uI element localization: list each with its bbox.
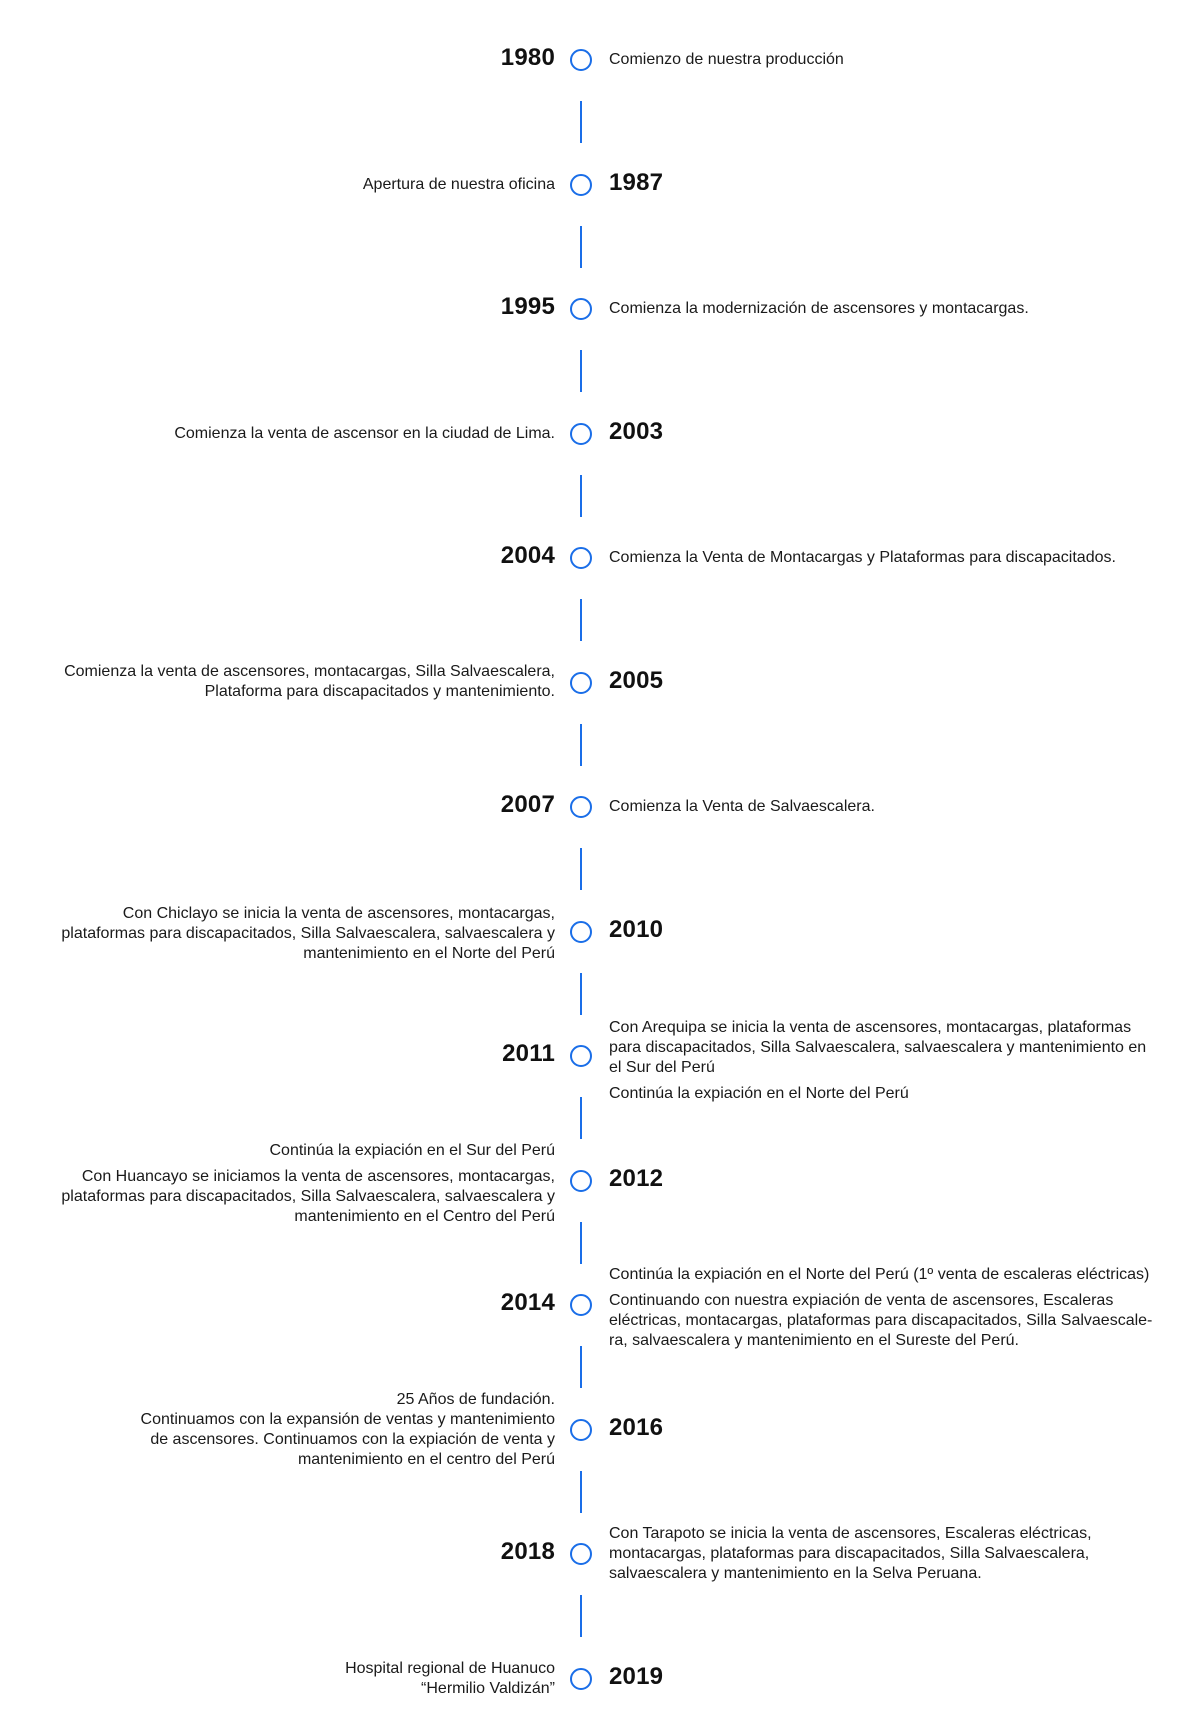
timeline-connector-line — [580, 848, 582, 890]
timeline-entry-2014 — [0, 1266, 1200, 1349]
timeline-description-text: Continúa la expiación en el Norte del Perú — [609, 1085, 909, 1102]
timeline-description-text: Continúa la expiación en el Sur del Perú — [269, 1142, 555, 1159]
timeline-entry-2018 — [0, 1525, 1200, 1582]
timeline-connector-line — [580, 1346, 582, 1388]
timeline-description — [0, 904, 555, 964]
timeline-description — [0, 1390, 555, 1470]
timeline-year: 2010 — [609, 916, 664, 943]
timeline-description-text: Con Arequipa se inicia la venta de ascensores, montacargas, plataformas para discapacitados, Silla Salvaescalera, salvaescalera y mantenimiento en el Sur del Perú — [609, 1019, 1147, 1076]
timeline-node-icon — [570, 1543, 592, 1565]
timeline-year: 1987 — [609, 169, 664, 196]
timeline-description-text: Comienzo de nuestra producción — [609, 51, 844, 68]
timeline-description — [609, 299, 1169, 319]
timeline-node-icon — [570, 672, 592, 694]
timeline-description-text: Continúa la expiación en el Norte del Perú (1º venta de escaleras eléctricas) — [609, 1266, 1150, 1283]
timeline-connector-line — [580, 1471, 582, 1513]
timeline-description — [609, 1018, 1169, 1104]
timeline-description-text: Comienza la Venta de Salvaescalera. — [609, 798, 875, 815]
timeline-description-text: Con Huancayo se iniciamos la venta de ascensores, montacargas, plataformas para discapacitados, Silla Salvaescalera, salvaescalera y mantenimiento en el Centro del Perú — [61, 1168, 555, 1225]
timeline-connector-line — [580, 724, 582, 766]
timeline-description — [609, 1265, 1169, 1351]
timeline-description-text: Comienza la Venta de Montacargas y Plataformas para discapacitados. — [609, 549, 1116, 566]
timeline-entry-2007 — [0, 791, 1200, 818]
timeline-year: 2007 — [500, 791, 555, 818]
timeline-description — [0, 175, 555, 195]
timeline-year: 2005 — [609, 667, 664, 694]
timeline-year: 2019 — [609, 1663, 664, 1690]
timeline-entry-2010 — [0, 905, 1200, 962]
timeline-node-icon — [570, 796, 592, 818]
timeline-description-text: Apertura de nuestra oficina — [362, 176, 555, 193]
timeline-node-icon — [570, 1294, 592, 1316]
timeline-description-text: Hospital regional de Huanuco “Hermilio Valdizán” — [345, 1660, 555, 1697]
timeline-node-icon — [570, 1045, 592, 1067]
timeline-year: 2016 — [609, 1414, 664, 1441]
timeline-entry-2005 — [0, 663, 1200, 700]
timeline-connector-line — [580, 350, 582, 392]
timeline-entry-1980 — [0, 44, 1200, 71]
timeline-connector-line — [580, 1097, 582, 1139]
timeline-connector-line — [580, 226, 582, 268]
timeline-year: 2012 — [609, 1165, 664, 1192]
timeline-node-icon — [570, 547, 592, 569]
timeline-entry-1987 — [0, 169, 1200, 196]
timeline-description-text: Comienza la venta de ascensores, montacargas, Silla Salvaescalera, Plataforma para discapacitados y mantenimiento. — [64, 663, 555, 700]
timeline-description — [0, 1659, 555, 1699]
timeline-connector-line — [580, 599, 582, 641]
timeline-entry-2011 — [0, 1019, 1200, 1102]
timeline-connector-line — [580, 1222, 582, 1264]
timeline-node-icon — [570, 921, 592, 943]
timeline-node-icon — [570, 174, 592, 196]
timeline-entry-2004 — [0, 542, 1200, 569]
timeline-connector-line — [580, 475, 582, 517]
timeline-node-icon — [570, 298, 592, 320]
timeline-description-text: Con Tarapoto se inicia la venta de ascensores, Escaleras eléctricas, montacargas, plataformas para discapacitados, Silla Salvaescalera, salvaescalera y mantenimiento en la Selva Peruana. — [609, 1525, 1092, 1582]
timeline-description — [0, 424, 555, 444]
timeline-entry-2019 — [0, 1660, 1200, 1697]
timeline-description — [609, 1524, 1169, 1584]
timeline-year: 2011 — [502, 1040, 555, 1067]
timeline-description-text: Comienza la modernización de ascensores y montacargas. — [609, 300, 1029, 317]
timeline-node-icon — [570, 1419, 592, 1441]
timeline-description-text: 25 Años de fundación. Continuamos con la expansión de ventas y mantenimiento de ascensores. Continuamos con la expiación de venta y mantenimiento en el centro del Perú — [140, 1391, 555, 1468]
timeline-connector-line — [580, 973, 582, 1015]
timeline-description-text: Comienza la venta de ascensor en la ciudad de Lima. — [174, 425, 555, 442]
timeline-year: 2004 — [500, 542, 555, 569]
timeline-year: 2003 — [609, 418, 664, 445]
timeline-description — [0, 1141, 555, 1227]
timeline-connector-line — [580, 101, 582, 143]
timeline-entry-1995 — [0, 293, 1200, 320]
timeline-connector-line — [580, 1595, 582, 1637]
timeline-entry-2016 — [0, 1391, 1200, 1468]
timeline-node-icon — [570, 423, 592, 445]
timeline-entry-2012 — [0, 1142, 1200, 1225]
timeline-year: 2018 — [500, 1538, 555, 1565]
timeline-node-icon — [570, 49, 592, 71]
timeline-description — [609, 797, 1169, 817]
timeline-description-text: Continuando con nuestra expiación de venta de ascensores, Escaleras eléctricas, montacargas, plataformas para discapacitados, Silla Salvaescale- ra, salvaescalera y mantenimiento en el Sureste del Perú. — [609, 1292, 1153, 1349]
timeline-year: 1995 — [500, 293, 555, 320]
timeline-entry-2003 — [0, 418, 1200, 445]
timeline-node-icon — [570, 1668, 592, 1690]
timeline-description — [609, 548, 1169, 568]
timeline-description — [0, 662, 555, 702]
timeline-node-icon — [570, 1170, 592, 1192]
timeline-year: 2014 — [500, 1289, 555, 1316]
timeline-description — [609, 50, 1169, 70]
timeline-description-text: Con Chiclayo se inicia la venta de ascensores, montacargas, plataformas para discapacitados, Silla Salvaescalera, salvaescalera y mantenimiento en el Norte del Perú — [61, 905, 555, 962]
timeline-year: 1980 — [500, 44, 555, 71]
